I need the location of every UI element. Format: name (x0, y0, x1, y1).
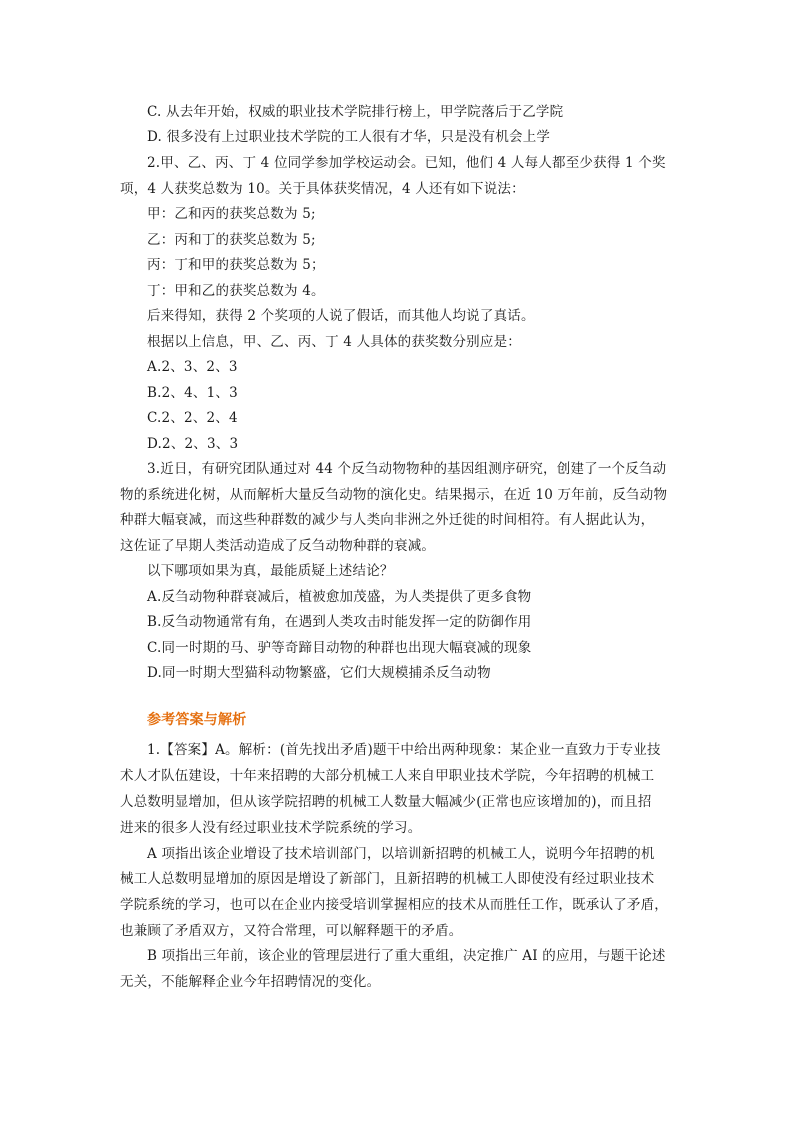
q3-stem-line: 物的系统进化树，从而解析大量反刍动物的演化史。结果揭示，在近 10 万年前，反刍动物 (120, 487, 668, 503)
answer-paragraph-line: 术人才队伍建设，十年来招聘的大部分机械工人来自甲职业技术学院，今年招聘的机械工 (120, 768, 655, 784)
q3-stem-line: 种群大幅衰减，而这些种群数的减少与人类向非洲之外迁徙的时间相符。有人据此认为， (120, 512, 655, 528)
answer-paragraph-line: A 项指出该企业增设了技术培训部门，以培训新招聘的机械工人，说明今年招聘的机 (147, 846, 655, 862)
q2-stem-line: 2.甲、乙、丙、丁 4 位同学参加学校运动会。已知，他们 4 人每人都至少获得 1 个奖 (147, 155, 666, 171)
answer-paragraph-line: 无关，不能解释企业今年招聘情况的变化。 (120, 974, 381, 990)
answer-paragraph-line: 进来的很多人没有经过职业技术学院系统的学习。 (120, 820, 422, 836)
q2-question: 根据以上信息，甲、乙、丙、丁 4 人具体的获奖数分别应是： (147, 334, 521, 350)
answer-paragraph-line: B 项指出三年前，该企业的管理层进行了重大重组，决定推广 AI 的应用，与题干论述 (147, 948, 666, 964)
answer-paragraph-line: 也兼顾了矛盾双方，又符合常理，可以解释题干的矛盾。 (120, 923, 463, 939)
q2-option-d: D.2、2、3、3 (147, 436, 239, 452)
answer-paragraph-line: 械工人总数明显增加的原因是增设了新部门，且新招聘的机械工人即使没有经过职业技术 (120, 871, 655, 887)
q2-option-b: B.2、4、1、3 (147, 385, 238, 401)
q2-option-a: A.2、3、2、3 (147, 359, 238, 375)
q2-statement: 乙：丙和丁的获奖总数为 5; (147, 232, 316, 248)
q3-option-c: C.同一时期的马、驴等奇蹄目动物的种群也出现大幅衰减的现象 (147, 640, 532, 656)
q3-question: 以下哪项如果为真，最能质疑上述结论？ (147, 563, 394, 579)
q2-statement: 丁：甲和乙的获奖总数为 4。 (147, 283, 325, 299)
q2-statement: 丙：丁和甲的获奖总数为 5； (147, 257, 325, 273)
q2-option-c: C.2、2、2、4 (147, 410, 238, 426)
q3-stem-line: 这佐证了早期人类活动造成了反刍动物种群的衰减。 (120, 538, 436, 554)
answer-paragraph-line: 1.【答案】A。解析：(首先找出矛盾)题干中给出两种现象：某企业一直致力于专业技 (147, 742, 661, 758)
answer-paragraph-line: 人总数明显增加，但从该学院招聘的机械工人数量大幅减少(正常也应该增加的)，而且招 (120, 794, 652, 810)
q3-option-b: B.反刍动物通常有角，在遇到人类攻击时能发挥一定的防御作用 (147, 614, 532, 630)
q3-option-a: A.反刍动物种群衰减后，植被愈加茂盛，为人类提供了更多食物 (147, 589, 532, 605)
q2-stem-line: 项，4 人获奖总数为 10。关于具体获奖情况，4 人还有如下说法： (120, 181, 525, 197)
q3-option-d: D.同一时期大型猫科动物繁盛，它们大规模捕杀反刍动物 (147, 665, 491, 681)
q2-statement: 甲：乙和丙的获奖总数为 5; (147, 206, 316, 222)
answer-paragraph-line: 学院系统的学习，也可以在企业内接受培训掌握相应的技术从而胜任工作，既承认了矛盾， (120, 897, 668, 913)
q1-option-c: C. 从去年开始，权威的职业技术学院排行榜上，甲学院落后于乙学院 (147, 104, 564, 120)
q1-option-d: D. 很多没有上过职业技术学院的工人很有才华，只是没有机会上学 (147, 129, 551, 145)
q2-condition: 后来得知，获得 2 个奖项的人说了假话，而其他人均说了真话。 (147, 308, 535, 324)
answers-heading: 参考答案与解析 (147, 712, 247, 728)
q3-stem-line: 3.近日，有研究团队通过对 44 个反刍动物物种的基因组测序研究，创建了一个反刍动 (147, 461, 667, 477)
